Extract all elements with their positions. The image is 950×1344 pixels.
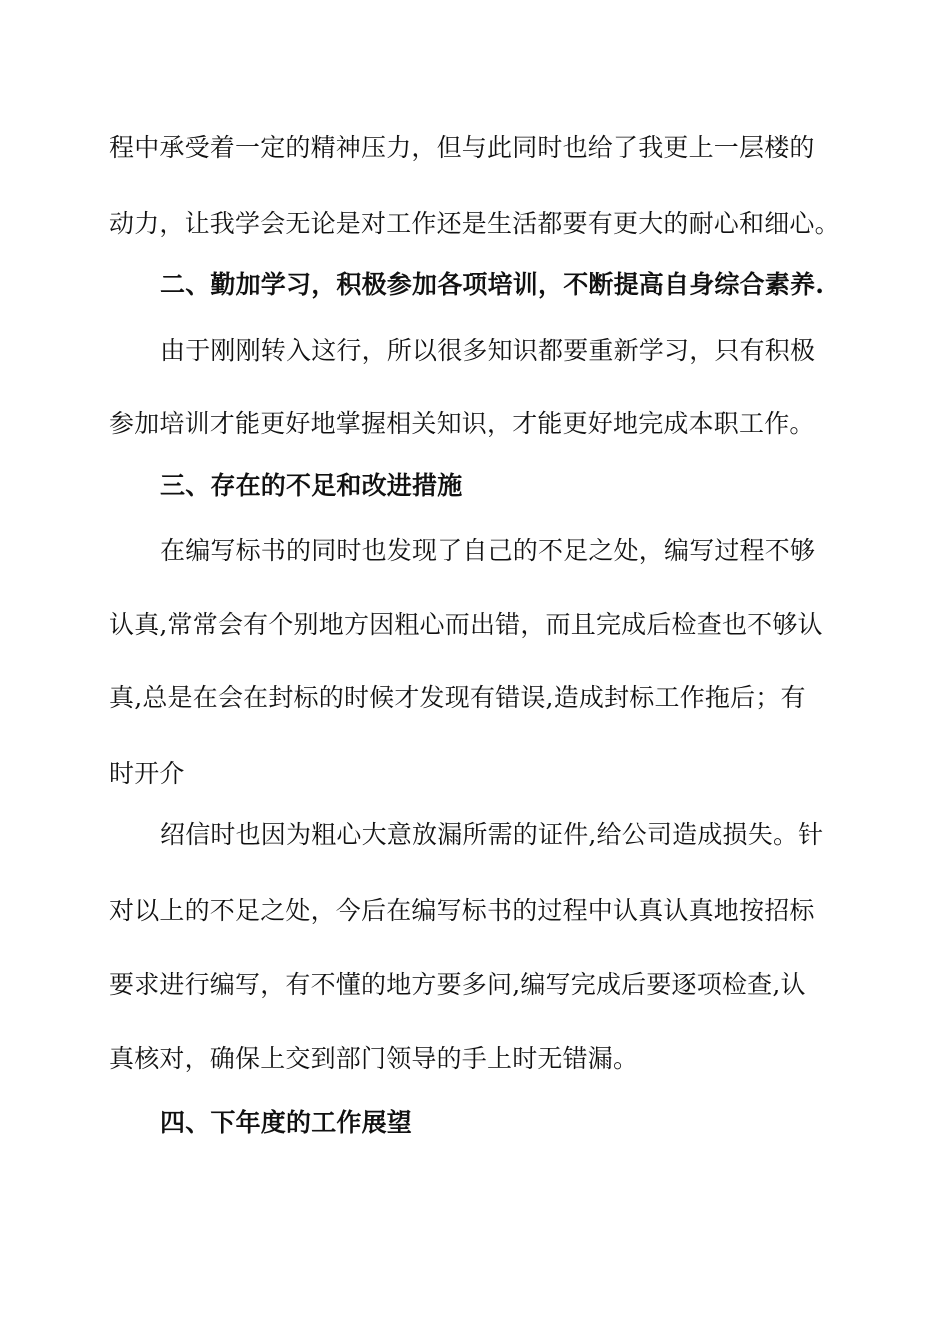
body-text-line: 对以上的不足之处，今后在编写标书的过程中认真认真地按招标 (109, 896, 815, 925)
section-heading-4: 四、下年度的工作展望 (160, 1108, 413, 1137)
body-text-line: 时开介 (109, 759, 185, 788)
paragraph-start-line: 在编写标书的同时也发现了自己的不足之处，编写过程不够 (160, 536, 816, 565)
body-text-line: 程中承受着一定的精神压力，但与此同时也给了我更上一层楼的 (109, 133, 815, 162)
body-text-line: 参加培训才能更好地掌握相关知识，才能更好地完成本职工作。 (109, 409, 815, 438)
section-heading-3: 三、存在的不足和改进措施 (160, 471, 463, 500)
paragraph-start-line: 由于刚刚转入这行，所以很多知识都要重新学习，只有积极 (160, 336, 816, 365)
body-text-line: 要求进行编写，有不懂的地方要多问,编写完成后要逐项检查,认 (109, 970, 806, 999)
paragraph-start-line: 绍信时也因为粗心大意放漏所需的证件,给公司造成损失。针 (160, 820, 824, 849)
body-text-line: 认真,常常会有个别地方因粗心而出错，而且完成后检查也不够认 (109, 610, 823, 639)
body-text-line: 真,总是在会在封标的时候才发现有错误,造成封标工作拖后；有 (109, 683, 806, 712)
section-heading-2: 二、勤加学习，积极参加各项培训，不断提高自身综合素养. (160, 270, 825, 299)
body-text-line: 动力，让我学会无论是对工作还是生活都要有更大的耐心和细心。 (109, 209, 840, 238)
body-text-line: 真核对，确保上交到部门领导的手上时无错漏。 (109, 1044, 639, 1073)
